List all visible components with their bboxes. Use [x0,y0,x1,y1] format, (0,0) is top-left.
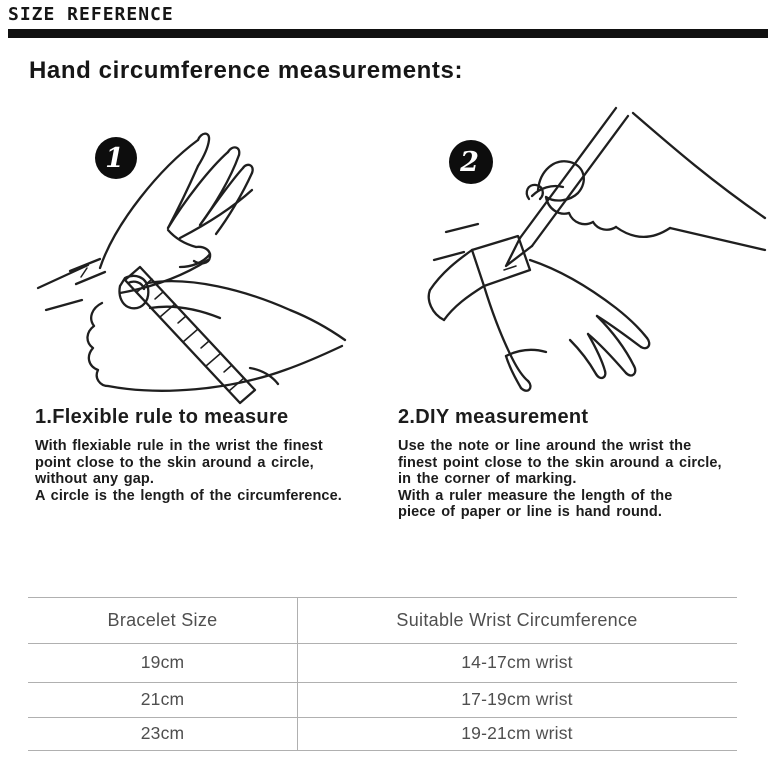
bracelet-size-table [28,597,737,750]
bracelet-size-value: 19cm [140,652,185,672]
section-heading: Hand circumference measurements: [29,57,464,84]
step-1-line: With flexiable rule in the wrist the finest [35,438,323,454]
column-header-wrist-circumference: Suitable Wrist Circumference [396,609,638,630]
step-2-badge-number: 2 [460,146,479,178]
step-1-heading: 1.Flexible rule to measure [35,406,289,428]
step-2-line: in the corner of marking. [398,471,577,487]
table-header-row [28,597,737,643]
step-1-line: point close to the skin around a circle, [35,454,314,471]
step-2-line: piece of paper or line is hand round. [398,504,662,520]
bracelet-size-value: 21cm [140,689,185,709]
wrist-circumference-value: 14-17cm wrist [461,652,573,672]
paper-strip-drawing [429,224,530,320]
step-2-heading: 2.DIY measurement [398,406,589,428]
step-2-line: With a ruler measure the length of the [398,487,673,504]
step-1-instructions [35,438,342,504]
wrist-circumference-value: 19-21cm wrist [461,723,573,743]
step-1-badge-number: 1 [105,142,124,174]
step-1-line: without any gap. [35,471,154,487]
step-1-badge [95,137,137,179]
step-2-instructions [398,438,722,521]
table-row [28,682,737,717]
marked-hand-drawing [484,260,649,391]
holding-hand-drawing [87,276,345,391]
column-header-bracelet-size: Bracelet Size [107,609,218,630]
step-2-line: finest point close to the skin around a circle, [398,454,722,471]
wrist-circumference-value: 17-19cm wrist [461,689,573,709]
step-1-line: A circle is the length of the circumference. [35,487,342,504]
header-rule [8,29,768,38]
table-row [28,717,737,750]
step-2-badge [449,140,493,184]
tape-measure-illustration [30,118,380,413]
pen-drawing [506,108,628,266]
table-row [28,643,737,682]
bracelet-size-value: 23cm [140,723,185,743]
table-rule [28,750,737,751]
page-title: SIZE REFERENCE [8,4,174,25]
step-2-line: Use the note or line around the wrist the [398,438,692,454]
